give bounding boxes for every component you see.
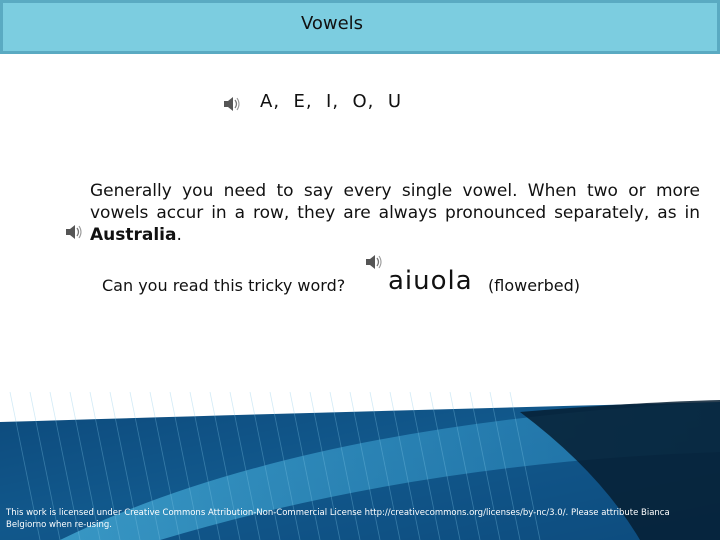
explanation-paragraph (90, 180, 700, 246)
title-bar (0, 0, 720, 54)
speaker-icon[interactable] (364, 252, 384, 272)
paragraph-end: . (176, 225, 182, 245)
slide-title: Vowels (300, 13, 364, 34)
license-text: This work is licensed under Creative Commons Attribution-Non-Commercial License http://creativecommons.org/licenses/by-nc/3.0/. Please attribute Bianca Belgiorno when re-using. (6, 508, 670, 530)
example-word: Australia (90, 225, 177, 245)
speaker-icon[interactable] (64, 222, 84, 242)
word-meaning: (flowerbed) (488, 276, 581, 295)
question-text: Can you read this tricky word? (102, 276, 346, 295)
paragraph-text: Generally you need to say every single vowel. When two or more vowels accur in a row, they are always pronounced separately, as in (90, 181, 700, 223)
vowel-list: A, E, I, O, U (260, 91, 402, 112)
tricky-word: aiuola (388, 266, 473, 296)
speaker-icon[interactable] (222, 94, 242, 114)
